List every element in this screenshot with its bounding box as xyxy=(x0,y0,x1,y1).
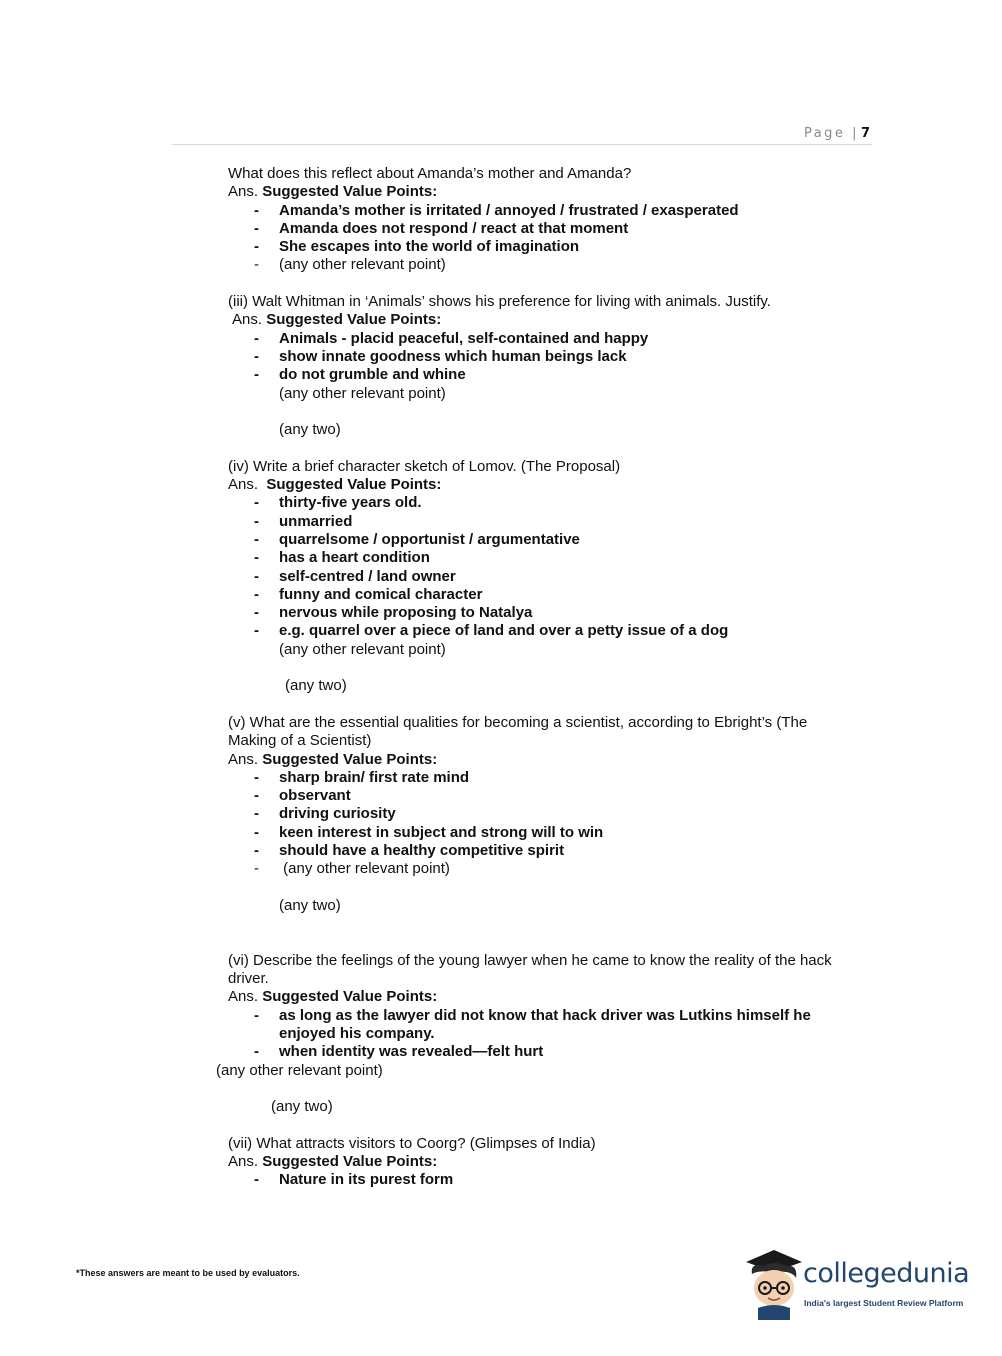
list-item: - show innate goodness which human beings lack xyxy=(228,348,878,366)
value-points-list xyxy=(228,494,878,640)
answer-content xyxy=(216,165,878,1190)
list-item: - e.g. quarrel over a piece of land and over a petty issue of a dog xyxy=(228,622,878,640)
list-item: - thirty-five years old. xyxy=(228,494,878,512)
note-text: (any other relevant point) xyxy=(279,384,446,402)
note-text: (any two) xyxy=(279,896,341,914)
list-item: - funny and comical character xyxy=(228,586,878,604)
list-item: - (any other relevant point) xyxy=(228,860,878,878)
question-text: driver. xyxy=(228,970,269,988)
page-header xyxy=(172,124,872,145)
footer-note: *These answers are meant to be used by evaluators. xyxy=(76,1268,300,1278)
list-item: - (any other relevant point) xyxy=(228,256,878,274)
list-item: - sharp brain/ first rate mind xyxy=(228,769,878,787)
list-item: - do not grumble and whine xyxy=(228,366,878,384)
list-item: - quarrelsome / opportunist / argumentative xyxy=(228,531,878,549)
page-word: Page xyxy=(803,126,846,141)
list-item: - Nature in its purest form xyxy=(228,1171,878,1189)
question-text: What does this reflect about Amanda’s mother and Amanda? xyxy=(228,165,632,182)
answer-heading: Ans. Suggested Value Points: xyxy=(228,988,438,1006)
collegedunia-logo xyxy=(742,1248,972,1320)
note-text: (any two) xyxy=(279,421,341,439)
list-item: - She escapes into the world of imagination xyxy=(228,238,878,256)
list-item: - unmarried xyxy=(228,513,878,531)
list-item: - when identity was revealed—felt hurt xyxy=(228,1043,878,1061)
note-text: (any two) xyxy=(271,1098,333,1116)
mascot-icon xyxy=(742,1248,806,1320)
list-item: - should have a healthy competitive spirit xyxy=(228,842,878,860)
list-item: - has a heart condition xyxy=(228,549,878,567)
list-item: - Amanda’s mother is irritated / annoyed / frustrated / exasperated xyxy=(228,202,878,220)
list-item: - Amanda does not respond / react at that moment xyxy=(228,220,878,238)
question-text: (iii) Walt Whitman in ‘Animals’ shows his preference for living with animals. Justify. xyxy=(228,293,771,311)
question-text: (vi) Describe the feelings of the young lawyer when he came to know the reality of the hack xyxy=(228,951,832,969)
list-item: - nervous while proposing to Natalya xyxy=(228,604,878,622)
logo-tagline: India's largest Student Review Platform xyxy=(804,1298,964,1308)
answer-heading: Ans. Suggested Value Points: xyxy=(232,311,442,329)
note-text: (any other relevant point) xyxy=(279,640,446,658)
list-item: - Animals - placid peaceful, self-contained and happy xyxy=(228,330,878,348)
value-points-list xyxy=(228,330,878,385)
answer-heading: Ans. Suggested Value Points: xyxy=(228,476,442,494)
question-text: (iv) Write a brief character sketch of Lomov. (The Proposal) xyxy=(228,457,621,475)
answer-heading: Ans. Suggested Value Points: xyxy=(228,1153,438,1171)
list-item: - self-centred / land owner xyxy=(228,568,878,586)
value-points-list xyxy=(228,202,878,275)
question-text: (vii) What attracts visitors to Coorg? (Glimpses of India) xyxy=(228,1134,596,1152)
list-item: - keen interest in subject and strong will to win xyxy=(228,824,878,842)
answer-heading: Ans. Suggested Value Points: xyxy=(228,750,438,768)
list-item: - driving curiosity xyxy=(228,805,878,823)
note-text: (any two) xyxy=(285,677,347,695)
list-item: - observant xyxy=(228,787,878,805)
question-text: Making of a Scientist) xyxy=(228,732,372,750)
answer-heading: Ans. Suggested Value Points: xyxy=(228,183,438,201)
question-text: (v) What are the essential qualities for becoming a scientist, according to Ebright’s (The xyxy=(228,713,808,731)
value-points-list xyxy=(228,1171,878,1189)
value-points-list xyxy=(228,769,878,879)
value-points-list xyxy=(228,1007,878,1062)
list-item: - as long as the lawyer did not know that hack driver was Lutkins himself he enjoyed his company. xyxy=(228,1007,878,1044)
logo-wordmark: collegedunia xyxy=(803,1258,970,1289)
note-text: (any other relevant point) xyxy=(216,1061,383,1079)
page-number: 7 xyxy=(860,126,870,141)
page-number-label: Page | 7 xyxy=(803,126,870,141)
